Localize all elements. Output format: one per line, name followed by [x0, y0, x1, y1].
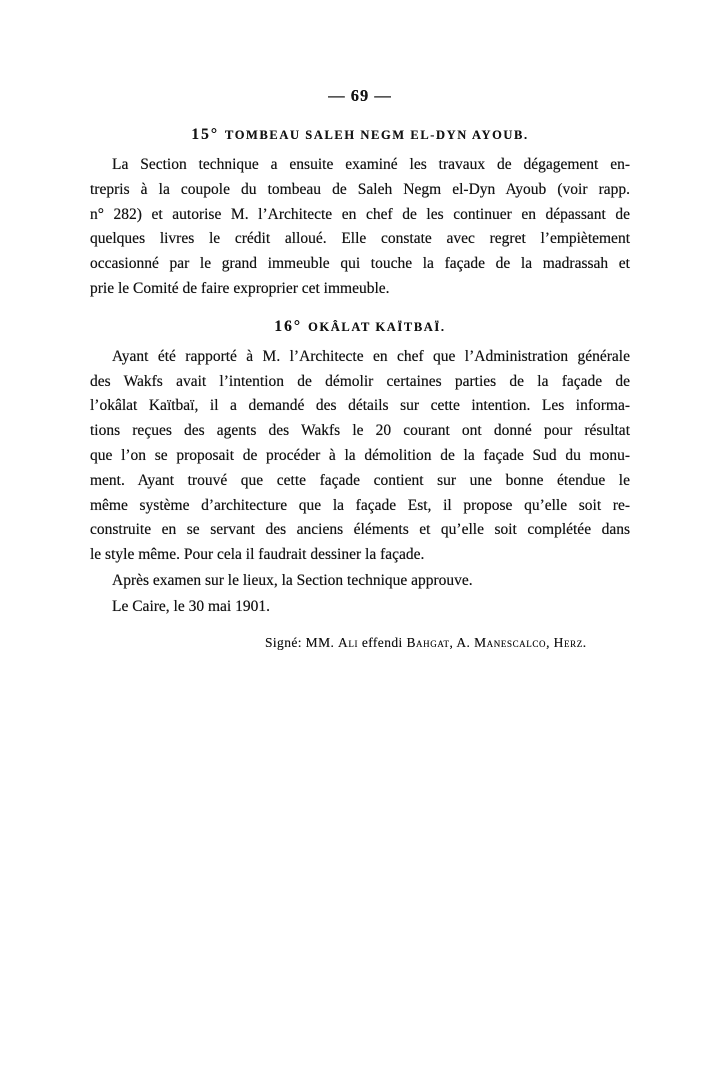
page-number: — 69 — [328, 86, 392, 105]
signature-text: , [546, 634, 554, 650]
text-line: tions reçues des agents des Wakfs le 20 courant ont donné pour résultat [90, 422, 630, 440]
text-line: n° 282) et autorise M. l’Architecte en chef de les continuer en dépassant de [90, 205, 630, 223]
heading-title: TOMBEAU SALEH NEGM EL-DYN AYOUB. [225, 128, 529, 142]
text-line: l’okâlat Kaïtbaï, il a demandé des détails sur cette intention. Les informa- [90, 397, 630, 415]
text-line: ment. Ayant trouvé que cette façade contient sur une bonne étendue le [90, 471, 630, 489]
text-line: occasionné par le grand immeuble qui touche la façade de la madrassah et [90, 255, 630, 273]
text-column [90, 0, 630, 653]
signature-name: Manescalco [474, 634, 547, 650]
text-line: que l’on se proposait de procéder à la démolition de la façade Sud du monu- [90, 446, 630, 464]
paragraph-tombeau [90, 153, 630, 302]
text-line: trepris à la coupole du tombeau de Saleh Negm el-Dyn Ayoub (voir rapp. [90, 180, 630, 198]
section-heading-16 [90, 318, 630, 336]
signature-name: Ali [338, 634, 359, 650]
text-line: même système d’architecture que la façade Est, il propose qu’elle soit re- [90, 496, 630, 514]
text-line: Ayant été rapporté à M. l’Architecte en chef que l’Administration générale [112, 347, 630, 365]
text-line: quelques livres le crédit alloué. Elle constate avec regret l’empiètement [90, 230, 630, 248]
text-line: construite en se servant des anciens éléments et qu’elle soit complétée dans [90, 521, 630, 539]
paragraph-okalat [90, 345, 630, 568]
text-line: La Section technique a ensuite examiné les travaux de dégagement en- [112, 156, 630, 173]
text-line: prie le Comité de faire exproprier cet immeuble. [90, 279, 390, 297]
signature-line [90, 633, 630, 653]
signature-text: , A. [449, 634, 475, 650]
signature-text: effendi [358, 634, 407, 650]
heading-number: 15° [191, 126, 220, 143]
heading-number: 16° [274, 317, 303, 335]
heading-title: OKÂLAT KAÏTBAÏ. [308, 319, 446, 334]
approval-line: Après examen sur le lieux, la Section technique approuve. [112, 571, 473, 589]
signature-name: Bahgat [406, 634, 450, 650]
text-line: des Wakfs avait l’intention de démolir certaines parties de la façade de [90, 372, 630, 390]
signature-prefix: Signé: MM. [265, 634, 339, 650]
signature-name: Herz. [553, 634, 587, 650]
section-heading-15 [90, 126, 630, 144]
text-line: le style même. Pour cela il faudrait dessiner la façade. [90, 546, 425, 564]
date-line: Le Caire, le 30 mai 1901. [112, 597, 270, 615]
